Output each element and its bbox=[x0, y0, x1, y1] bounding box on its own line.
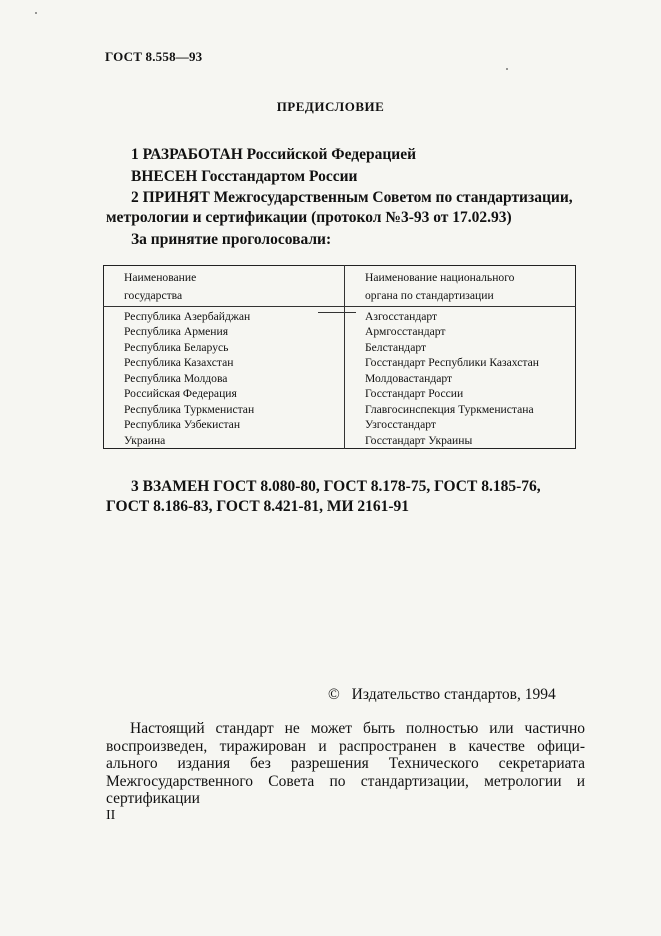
header-col2-line1: Наименование национального bbox=[365, 271, 515, 284]
preface-item1-line1: 1 РАЗРАБОТАН Российской Федерацией bbox=[131, 146, 417, 163]
member-states-table bbox=[103, 265, 576, 449]
state-name: Республика Казахстан bbox=[104, 355, 345, 371]
state-name: Украина bbox=[104, 433, 345, 449]
copyright-text: Издательство стандартов, 1994 bbox=[351, 686, 556, 703]
state-name: Республика Туркменистан bbox=[104, 402, 345, 418]
table-row bbox=[104, 386, 576, 402]
table-row bbox=[104, 340, 576, 356]
preface-item2-line1: 2 ПРИНЯТ Межгосударственным Советом по стандартизации, bbox=[131, 189, 573, 206]
notice-line5: сертификации bbox=[106, 790, 200, 807]
replaces-line1: 3 ВЗАМЕН ГОСТ 8.080-80, ГОСТ 8.178-75, ГОСТ 8.185-76, bbox=[131, 478, 541, 495]
state-name: Республика Беларусь bbox=[104, 340, 345, 356]
table-row bbox=[104, 433, 576, 449]
table-row bbox=[104, 417, 576, 433]
standards-body: Белстандарт bbox=[365, 340, 427, 354]
copyright-line bbox=[328, 686, 556, 704]
table-header-row bbox=[104, 288, 576, 306]
header-col1-line2: государства bbox=[104, 288, 345, 306]
state-name: Республика Узбекистан bbox=[104, 417, 345, 433]
table-row bbox=[104, 371, 576, 387]
preface-item1-line2: ВНЕСЕН Госстандартом России bbox=[131, 168, 358, 185]
document-code: ГОСТ 8.558—93 bbox=[105, 49, 203, 64]
state-name: Республика Армения bbox=[104, 324, 345, 340]
standards-body: Госстандарт Республики Казахстан bbox=[365, 356, 539, 369]
scan-speck bbox=[35, 12, 37, 14]
page-title: ПРЕДИСЛОВИЕ bbox=[276, 99, 385, 114]
state-name: Республика Молдова bbox=[104, 371, 345, 387]
table-dash-mark bbox=[318, 312, 356, 313]
notice-line1: Настоящий стандарт не может быть полностью или частично bbox=[130, 720, 585, 737]
voted-label: За принятие проголосовали: bbox=[131, 231, 332, 248]
table-row bbox=[104, 355, 576, 371]
standards-body: Молдовастандарт bbox=[365, 371, 453, 385]
standards-body: Госстандарт Украины bbox=[365, 433, 473, 447]
header-col1-line1: Наименование bbox=[104, 266, 345, 289]
standards-body: Армгосстандарт bbox=[365, 325, 446, 338]
scan-speck bbox=[506, 68, 508, 70]
table-row bbox=[104, 402, 576, 418]
notice-line4: Межгосударственного Совета по стандартизации, метрологии и bbox=[106, 772, 585, 790]
table-row bbox=[104, 324, 576, 340]
table-row bbox=[104, 306, 576, 324]
copyright-icon: © bbox=[328, 686, 340, 703]
standards-body: Главгосинспекция Туркменистана bbox=[365, 402, 534, 416]
state-name: Российская Федерация bbox=[104, 386, 345, 402]
standards-body: Госстандарт России bbox=[365, 387, 464, 400]
notice-line2: воспроизведен, тиражирован и распространен в качестве офици- bbox=[106, 737, 585, 755]
reproduction-notice bbox=[106, 720, 585, 808]
notice-line3: ального издания без разрешения Технического секретариата bbox=[106, 755, 585, 772]
standards-body: Азгосстандарт bbox=[365, 309, 438, 323]
standards-body: Узгосстандарт bbox=[365, 418, 436, 431]
preface-item2-line2: метрологии и сертификации (протокол №3-93 от 17.02.93) bbox=[106, 209, 512, 226]
header-col2-line2: органа по стандартизации bbox=[345, 288, 576, 306]
table-header-row bbox=[104, 266, 576, 289]
replaces-line2: ГОСТ 8.186-83, ГОСТ 8.421-81, МИ 2161-91 bbox=[106, 498, 410, 515]
state-name: Республика Азербайджан bbox=[104, 306, 345, 324]
page-number: II bbox=[106, 808, 116, 823]
